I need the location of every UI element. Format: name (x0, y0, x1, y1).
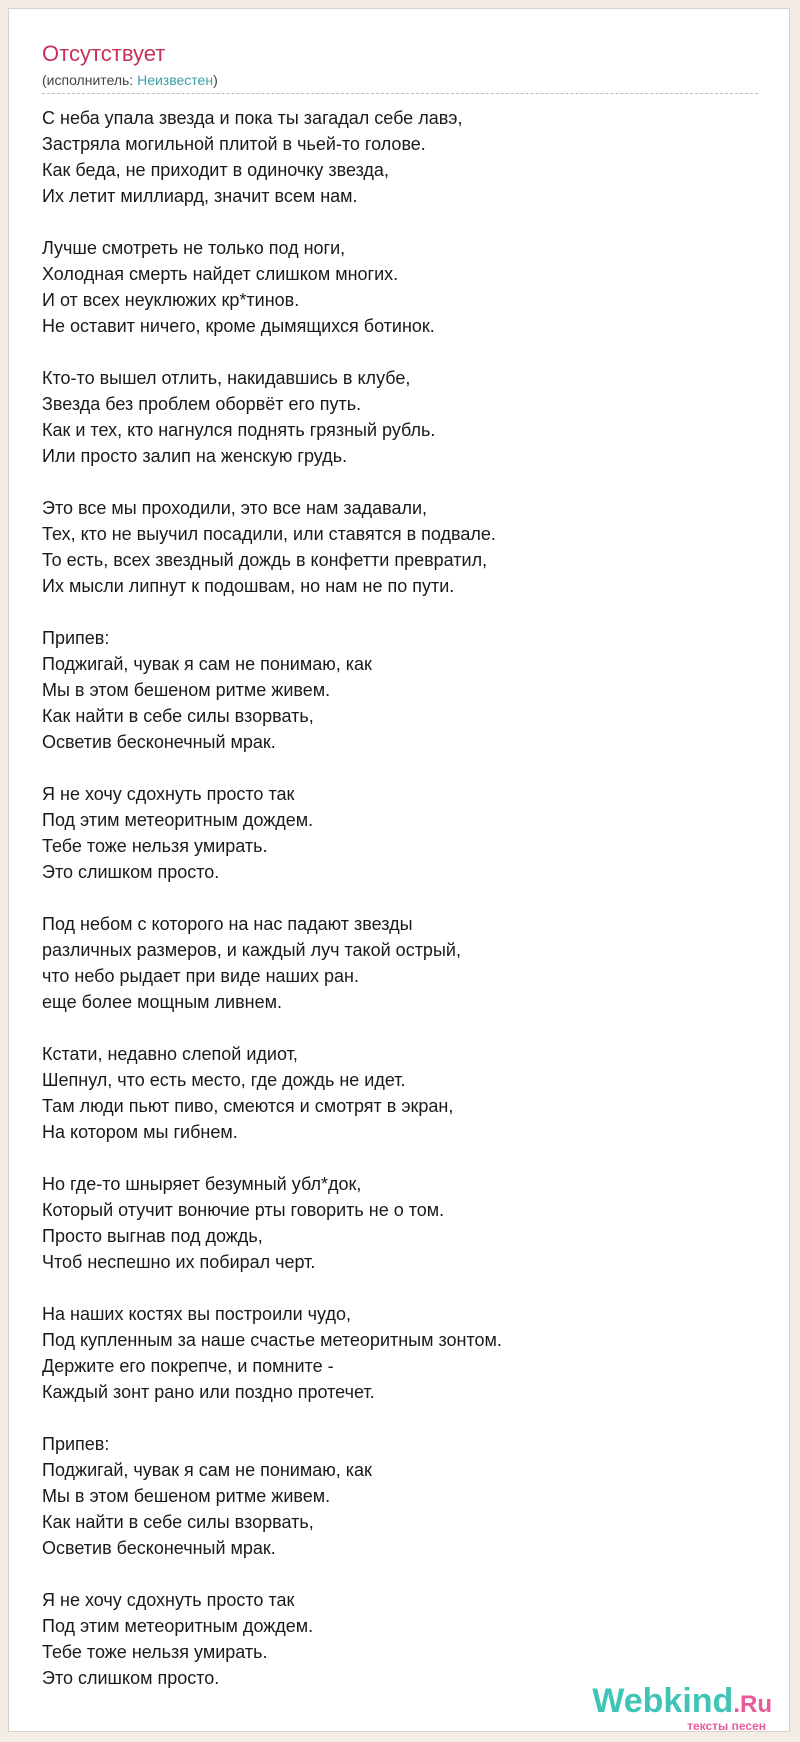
lyric-line: Мы в этом бешеном ритме живем. (42, 680, 331, 700)
lyrics-stanza (42, 1171, 758, 1275)
lyric-line: Или просто залип на женскую грудь. (42, 446, 348, 466)
lyric-line: что небо рыдает при виде наших ран. (42, 966, 359, 986)
lyric-line: То есть, всех звездный дождь в конфетти превратил, (42, 550, 488, 570)
lyric-line: Под купленным за наше счастье метеоритным зонтом. (42, 1330, 502, 1350)
lyrics-stanza (42, 911, 758, 1015)
lyrics-stanza (42, 625, 758, 755)
artist-suffix: ) (213, 72, 218, 88)
lyrics-stanza (42, 1301, 758, 1405)
lyrics-stanza (42, 235, 758, 339)
lyric-line: Чтоб неспешно их побирал черт. (42, 1252, 316, 1272)
lyric-line: Шепнул, что есть место, где дождь не идет. (42, 1070, 406, 1090)
lyric-line: Холодная смерть найдет слишком многих. (42, 264, 399, 284)
lyric-line: Кстати, недавно слепой идиот, (42, 1044, 298, 1064)
lyrics-body (42, 105, 758, 1717)
lyrics-stanza (42, 1587, 758, 1691)
lyric-line: Поджигай, чувак я сам не понимаю, как (42, 1460, 372, 1480)
lyric-line: Я не хочу сдохнуть просто так (42, 784, 295, 804)
lyric-line: Просто выгнав под дождь, (42, 1226, 263, 1246)
lyric-line: Каждый зонт рано или поздно протечет. (42, 1382, 375, 1402)
logo-wordmark (592, 1684, 772, 1722)
lyric-line: И от всех неуклюжих кр*тинов. (42, 290, 300, 310)
lyrics-stanza (42, 105, 758, 209)
lyric-line: Это слишком просто. (42, 1668, 220, 1688)
logo-tagline: тексты песен (687, 1719, 766, 1733)
lyric-line: Их летит миллиард, значит всем нам. (42, 186, 358, 206)
lyric-line: Это слишком просто. (42, 862, 220, 882)
lyrics-stanza (42, 1431, 758, 1561)
logo-tld: .Ru (733, 1691, 772, 1718)
lyric-line: Но где-то шныряет безумный убл*док, (42, 1174, 362, 1194)
lyric-line: Я не хочу сдохнуть просто так (42, 1590, 295, 1610)
lyric-line: Там люди пьют пиво, смеются и смотрят в экран, (42, 1096, 454, 1116)
lyric-line: Припев: (42, 1434, 110, 1454)
lyric-line: Не оставит ничего, кроме дымящихся ботинок. (42, 316, 435, 336)
lyric-line: Припев: (42, 628, 110, 648)
lyric-line: Это все мы проходили, это все нам задавали, (42, 498, 428, 518)
lyric-line: Под этим метеоритным дождем. (42, 1616, 314, 1636)
lyric-line: Под этим метеоритным дождем. (42, 810, 314, 830)
lyric-line: Тебе тоже нельзя умирать. (42, 1642, 268, 1662)
lyric-line: Тебе тоже нельзя умирать. (42, 836, 268, 856)
lyric-line: Который отучит вонючие рты говорить не о том. (42, 1200, 445, 1220)
lyric-line: Звезда без проблем оборвёт его путь. (42, 394, 362, 414)
lyric-line: Их мысли липнут к подошвам, но нам не по пути. (42, 576, 455, 596)
lyric-line: Тех, кто не выучил посадили, или ставятся в подвале. (42, 524, 496, 544)
lyric-line: На наших костях вы построили чудо, (42, 1304, 351, 1324)
lyric-line: Как найти в себе силы взорвать, (42, 1512, 314, 1532)
lyric-line: Кто-то вышел отлить, накидавшись в клубе, (42, 368, 411, 388)
lyric-line: Лучше смотреть не только под ноги, (42, 238, 346, 258)
lyric-line: Застряла могильной плитой в чьей-то голове. (42, 134, 426, 154)
artist-line (42, 71, 758, 94)
logo-word: Webkind (592, 1682, 734, 1720)
lyrics-stanza (42, 495, 758, 599)
lyrics-stanza (42, 1041, 758, 1145)
song-title: Отсутствует (42, 41, 166, 66)
lyric-line: Держите его покрепче, и помните - (42, 1356, 334, 1376)
artist-prefix: (исполнитель: (42, 72, 138, 88)
lyric-line: Под небом с которого на нас падают звезды (42, 914, 413, 934)
lyric-line: На котором мы гибнем. (42, 1122, 238, 1142)
lyric-line: еще более мощным ливнем. (42, 992, 282, 1012)
lyric-line: Осветив бесконечный мрак. (42, 732, 276, 752)
lyric-line: Как беда, не приходит в одиночку звезда, (42, 160, 389, 180)
site-logo[interactable] (592, 1684, 772, 1732)
lyric-line: Поджигай, чувак я сам не понимаю, как (42, 654, 372, 674)
lyrics-stanza (42, 365, 758, 469)
lyrics-stanza (42, 781, 758, 885)
lyric-line: Как и тех, кто нагнулся поднять грязный рубль. (42, 420, 436, 440)
lyric-line: Как найти в себе силы взорвать, (42, 706, 314, 726)
lyric-line: С неба упала звезда и пока ты загадал себе лавэ, (42, 108, 463, 128)
lyric-line: различных размеров, и каждый луч такой острый, (42, 940, 461, 960)
song-header (42, 40, 758, 94)
lyric-line: Мы в этом бешеном ритме живем. (42, 1486, 331, 1506)
lyric-line: Осветив бесконечный мрак. (42, 1538, 276, 1558)
artist-link[interactable]: Неизвестен (137, 72, 214, 88)
